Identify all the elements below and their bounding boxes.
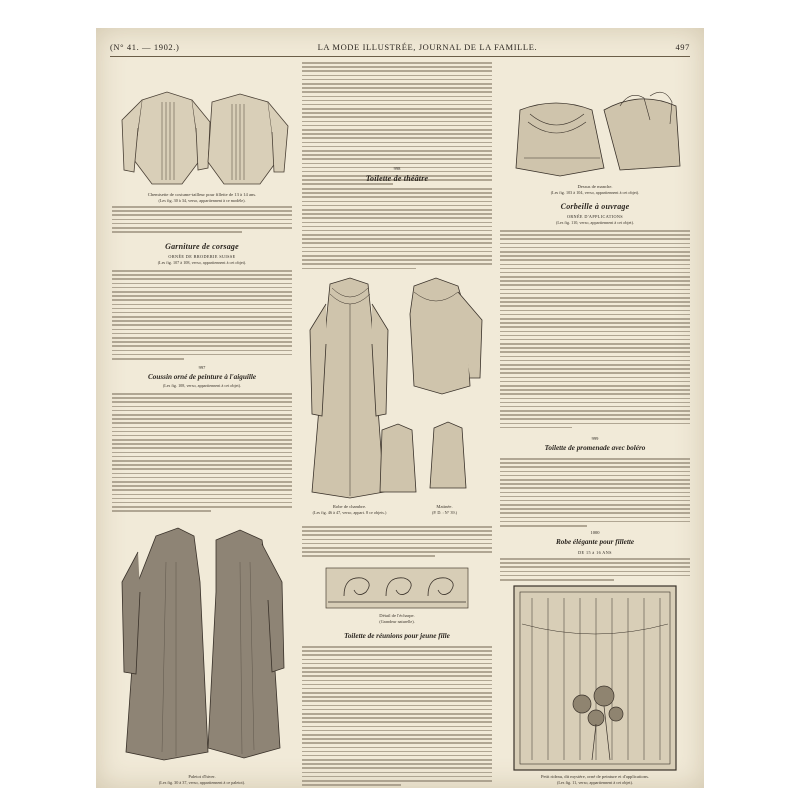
dressing-gown-illustration	[302, 274, 492, 502]
section-number: 997	[198, 365, 206, 370]
section-title-corbeille: Corbeille à ouvrage	[560, 202, 630, 211]
text-paragraph	[302, 646, 492, 788]
text-paragraph	[500, 558, 690, 583]
section-ref-coussin: (Les fig. 108, verso, appartiennent à cet objet).	[162, 383, 242, 388]
blouse-caption: Chemisette de costume-tailleur pour fillette de 13 à 14 ans.	[147, 192, 257, 197]
header-rule	[110, 56, 690, 57]
coat-caption-sub: (Les fig. 30 à 37, verso, appartiennent à ce paletot).	[158, 780, 246, 785]
sleeve-caption-sub: (Les fig. 103 à 104, verso, appartiennent à cet objet).	[550, 190, 640, 195]
scarf-caption-sub: (Grandeur naturelle).	[379, 619, 415, 624]
section-title-robe: Robe élégante pour fillette	[555, 538, 635, 546]
curtain-illustration	[512, 584, 678, 772]
scarf-caption: Détail de l'écharpe.	[379, 613, 415, 618]
journal-title: LA MODE ILLUSTRÉE, JOURNAL DE LA FAMILLE.	[317, 42, 538, 52]
page-header	[110, 40, 690, 54]
issue-number: (N° 41. — 1902.)	[110, 42, 180, 52]
matinee-caption-sub: (P. D. : N° 39.)	[431, 510, 458, 515]
text-paragraph	[112, 270, 292, 362]
text-paragraph	[500, 458, 690, 529]
section-title-promenade: Toilette de promenade avec boléro	[544, 444, 646, 452]
coat-illustration	[116, 522, 288, 772]
text-paragraph	[302, 526, 492, 560]
section-title-coussin: Coussin orné de peinture à l'aiguille	[147, 373, 257, 381]
sleeve-caption: Dessus de manche.	[577, 184, 613, 189]
page-number: 497	[675, 42, 690, 52]
magazine-page	[96, 28, 704, 788]
section-number: 998	[393, 166, 401, 171]
section-subtitle-robe: DE 15 à 16 ANS	[578, 550, 612, 555]
text-paragraph	[302, 188, 492, 272]
section-subtitle-garniture: ORNÉE DE BRODERIE SUISSE	[168, 254, 236, 259]
curtain-caption: Petit rideau, dit mystère, orné de peinture et d'applications.	[540, 774, 650, 779]
sleeve-cover-illustration	[500, 80, 690, 180]
curtain-caption-sub: (Les fig. 11, verso, appartiennent à cet objet).	[556, 780, 633, 785]
gown-caption: Robe de chambre.	[332, 504, 367, 509]
section-ref-corbeille: (Les fig. 110, verso, appartiennent à cet objet).	[555, 220, 635, 225]
section-title-theatre: Toilette de théâtre	[365, 174, 429, 183]
section-number: 1000	[590, 530, 600, 535]
blouse-caption-sub: (Les fig. 30 à 34, verso, appartiennent à ce modèle).	[158, 198, 246, 203]
section-title-garniture: Garniture de corsage	[165, 242, 239, 251]
section-ref-garniture: (Les fig. 107 à 108, verso, appartiennent à cet objet).	[157, 260, 247, 265]
section-subtitle-corbeille: ORNÉE D'APPLICATIONS	[566, 214, 624, 219]
text-paragraph	[112, 393, 292, 514]
blouse-illustration	[112, 80, 292, 190]
gown-caption-sub: (Les fig. 46 à 47, verso, appart. 8 ce objets.)	[312, 510, 387, 515]
coat-caption: Paletot d'hiver.	[188, 774, 216, 779]
text-paragraph	[500, 230, 690, 431]
section-title-reunions: Toilette de réunions pour jeune fille	[344, 632, 450, 640]
text-paragraph	[112, 206, 292, 235]
section-number: 999	[591, 436, 599, 441]
matinee-caption: Matinée.	[436, 504, 453, 509]
scarf-detail-illustration	[324, 566, 470, 610]
